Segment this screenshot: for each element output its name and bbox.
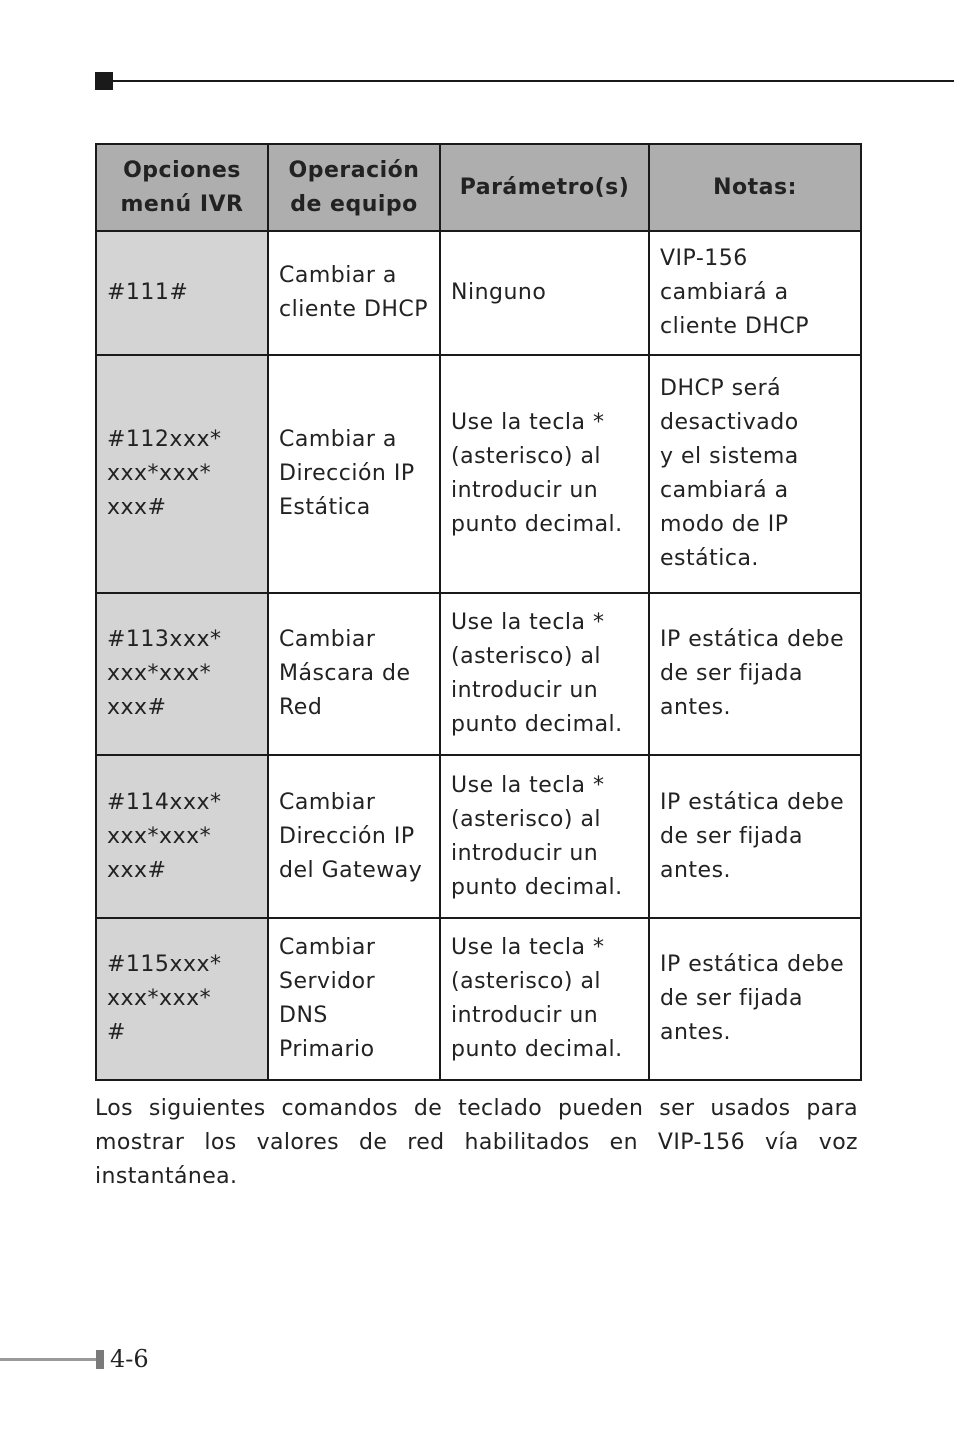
notes-cell: IP estática debe de ser fijada antes. bbox=[649, 593, 861, 755]
option-code-cell: #111# bbox=[96, 231, 268, 355]
ivr-options-table bbox=[95, 143, 862, 1081]
parameter-cell: Use la tecla * (asterisco) al introducir un punto decimal. bbox=[440, 355, 649, 593]
table-row bbox=[96, 355, 861, 593]
option-code-cell: #115xxx* xxx*xxx* # bbox=[96, 918, 268, 1080]
operation-cell: Cambiar a Dirección IP Estática bbox=[268, 355, 440, 593]
header-opciones: Opciones menú IVR bbox=[96, 144, 268, 231]
page-number: 4-6 bbox=[110, 1345, 149, 1373]
operation-cell: Cambiar Servidor DNS Primario bbox=[268, 918, 440, 1080]
parameter-cell: Use la tecla * (asterisco) al introducir un punto decimal. bbox=[440, 755, 649, 918]
table-header-row bbox=[96, 144, 861, 231]
table-row bbox=[96, 593, 861, 755]
header-parametros: Parámetro(s) bbox=[440, 144, 649, 231]
header-rule bbox=[112, 80, 954, 82]
header-operacion: Operación de equipo bbox=[268, 144, 440, 231]
footer-rule bbox=[0, 1358, 96, 1361]
option-code-cell: #113xxx* xxx*xxx* xxx# bbox=[96, 593, 268, 755]
notes-cell: DHCP será desactivado y el sistema cambiará a modo de IP estática. bbox=[649, 355, 861, 593]
table-row bbox=[96, 755, 861, 918]
notes-cell: IP estática debe de ser fijada antes. bbox=[649, 755, 861, 918]
option-code-cell: #112xxx* xxx*xxx* xxx# bbox=[96, 355, 268, 593]
parameter-cell: Use la tecla * (asterisco) al introducir un punto decimal. bbox=[440, 593, 649, 755]
notes-cell: VIP-156 cambiará a cliente DHCP bbox=[649, 231, 861, 355]
operation-cell: Cambiar Dirección IP del Gateway bbox=[268, 755, 440, 918]
operation-cell: Cambiar Máscara de Red bbox=[268, 593, 440, 755]
header-square-marker bbox=[95, 72, 113, 90]
footer-marker bbox=[96, 1350, 104, 1369]
parameter-cell: Use la tecla * (asterisco) al introducir un punto decimal. bbox=[440, 918, 649, 1080]
body-paragraph: Los siguientes comandos de teclado pueden ser usados para mostrar los valores de red habilitados en VIP-156 vía voz instantánea. bbox=[95, 1096, 858, 1189]
notes-cell: IP estática debe de ser fijada antes. bbox=[649, 918, 861, 1080]
header-notas: Notas: bbox=[649, 144, 861, 231]
table-row bbox=[96, 231, 861, 355]
operation-cell: Cambiar a cliente DHCP bbox=[268, 231, 440, 355]
option-code-cell: #114xxx* xxx*xxx* xxx# bbox=[96, 755, 268, 918]
parameter-cell: Ninguno bbox=[440, 231, 649, 355]
table-row bbox=[96, 918, 861, 1080]
